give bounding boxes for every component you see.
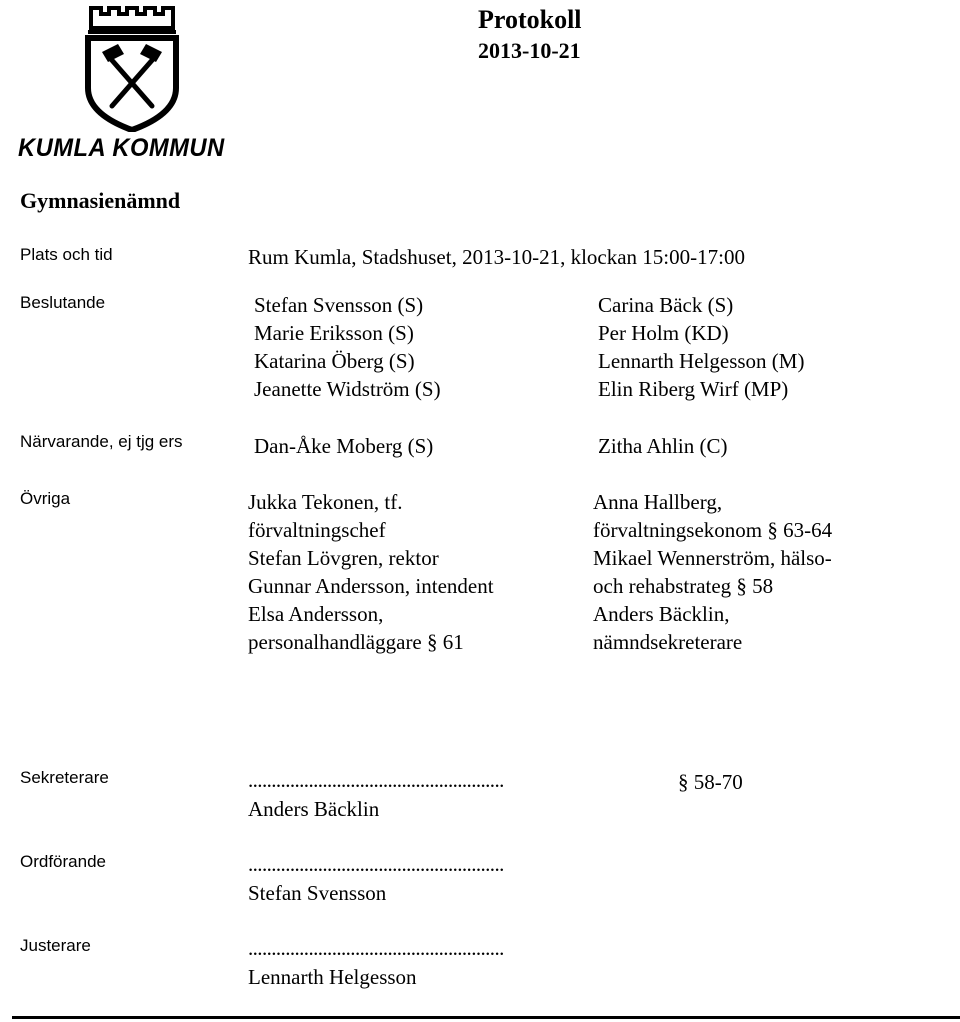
member-name: Stefan Svensson (S)	[254, 293, 424, 317]
decision-makers-left-list	[254, 291, 441, 403]
member-name: Elin Riberg Wirf (MP)	[598, 377, 789, 401]
document-date: 2013-10-21	[478, 38, 581, 63]
secretary-signature-line: .......................................................	[248, 768, 504, 792]
member-name: Jeanette Widström (S)	[254, 377, 441, 401]
document-title: Protokoll	[478, 5, 582, 34]
present-right: Zitha Ahlin (C)	[598, 434, 728, 458]
others-right-list	[593, 488, 832, 656]
member-name: Carina Bäck (S)	[598, 293, 734, 317]
adjuster-name: Lennarth Helgesson	[248, 965, 417, 989]
attendee-line: Gunnar Andersson, intendent	[248, 574, 494, 598]
secretary-label: Sekreterare	[20, 768, 109, 787]
attendee-line: Anders Bäcklin,	[593, 602, 730, 626]
attendee-line: Anna Hallberg,	[593, 490, 723, 514]
member-name: Lennarth Helgesson (M)	[598, 349, 805, 373]
attendee-line: förvaltningschef	[248, 518, 386, 542]
decision-makers-right-list	[598, 291, 804, 403]
logo-wordmark: KUMLA KOMMUN	[18, 134, 225, 162]
attendee-line: personalhandläggare § 61	[248, 630, 464, 654]
present-label: Närvarande, ej tjg ers	[20, 432, 183, 451]
chair-signature-line: .......................................................	[248, 852, 504, 876]
attendee-line: Elsa Andersson,	[248, 602, 384, 626]
attendee-line: förvaltningsekonom § 63-64	[593, 518, 833, 542]
member-name: Katarina Öberg (S)	[254, 349, 415, 373]
others-left-list	[248, 488, 494, 656]
place-value: Rum Kumla, Stadshuset, 2013-10-21, klockan 15:00-17:00	[248, 245, 745, 269]
bottom-divider	[12, 1016, 960, 1019]
place-label: Plats och tid	[20, 245, 113, 264]
attendee-line: och rehabstrateg § 58	[593, 574, 774, 598]
chair-label: Ordförande	[20, 852, 106, 871]
coat-of-arms-icon	[18, 2, 244, 132]
decision-makers-label: Beslutande	[20, 293, 106, 312]
attendee-line: Mikael Wennerström, hälso-	[593, 546, 832, 570]
member-name: Per Holm (KD)	[598, 321, 729, 345]
attendee-line: Stefan Lövgren, rektor	[248, 546, 439, 570]
secretary-name: Anders Bäcklin	[248, 797, 380, 821]
member-name: Marie Eriksson (S)	[254, 321, 414, 345]
attendee-line: nämndsekreterare	[593, 630, 743, 654]
chair-name: Stefan Svensson	[248, 881, 387, 905]
kumla-kommun-logo	[18, 2, 244, 164]
adjuster-label: Justerare	[20, 936, 91, 955]
attendee-line: Jukka Tekonen, tf.	[248, 490, 403, 514]
committee-name: Gymnasienämnd	[20, 188, 181, 213]
paragraph-range: § 58-70	[678, 770, 743, 794]
others-label: Övriga	[20, 489, 71, 508]
adjuster-signature-line: .......................................................	[248, 936, 504, 960]
present-left: Dan-Åke Moberg (S)	[254, 434, 434, 458]
